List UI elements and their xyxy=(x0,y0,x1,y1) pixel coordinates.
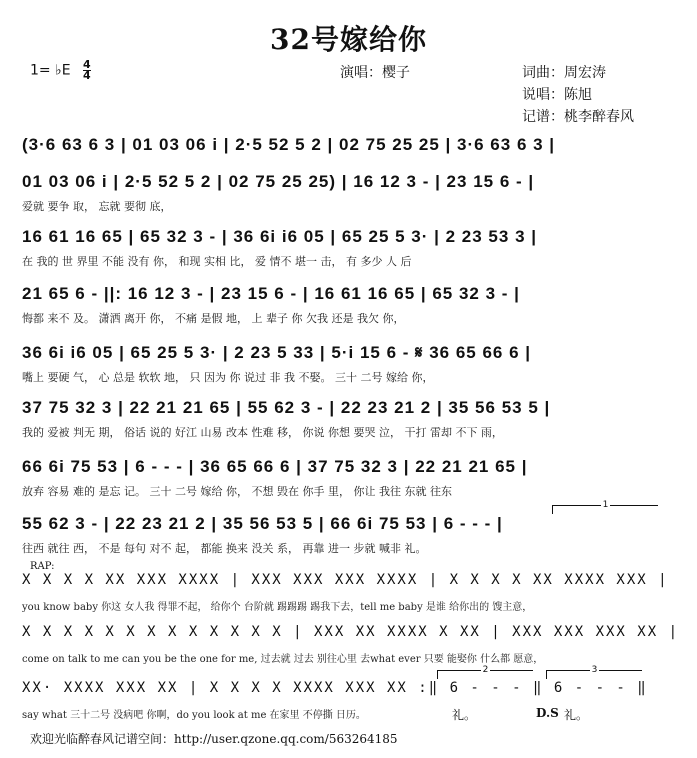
rhythm-notation: X X X X XX XXX XXXX | XXX XXX XXX XXXX | X X X X XX XXXX XXX | xyxy=(22,572,669,588)
notation: (3·6 63 6 3 | 01 03 06 i | 2·5 52 5 2 | 02 75 25 25 | 3·6 63 6 3 | xyxy=(22,135,556,154)
lyrics: 嘴上 要硬 气， 心 总是 软软 地， 只 因为 你 说过 非 我 不娶。 三十 二号 嫁给 你， xyxy=(22,371,434,384)
key-signature xyxy=(30,60,91,81)
notation: 21 65 6 - ||: 16 12 3 - | 23 15 6 - | 16 61 16 65 | 65 32 3 - | xyxy=(22,284,520,303)
singer-credit: 演唱：樱子 xyxy=(340,65,410,81)
rap-row-1 xyxy=(22,572,667,616)
key-label: 1= ♭E xyxy=(30,62,71,79)
rhythm-notation: XX· XXXX XXX XX | X X X X XXXX XXX XX :‖ 6 - - - ‖ 6 - - - ‖ xyxy=(22,680,648,696)
notation: 37 75 32 3 | 22 21 21 65 | 55 62 3 - | 22 23 21 2 | 35 56 53 5 | xyxy=(22,398,551,417)
notation: 16 61 16 65 | 65 32 3 - | 36 6i i6 05 | 65 25 5 3· | 2 23 53 3 | xyxy=(22,227,537,246)
rapper-credit: 说唱：陈旭 xyxy=(522,87,592,103)
ending-2-lyric: 礼。 xyxy=(452,708,477,722)
transcriber-credit: 记谱：桃李醉春风 xyxy=(522,109,634,125)
score-row-8 xyxy=(22,514,667,558)
rap-row-2 xyxy=(22,624,680,668)
volta-2: 2 xyxy=(437,670,533,679)
score-row-2 xyxy=(22,172,667,216)
song-title: 32号嫁给你 xyxy=(270,23,427,56)
notation: 36 6i i6 05 | 65 25 5 3· | 2 23 5 33 | 5·i 15 6 - 𝄋 36 65 66 6 | xyxy=(22,343,532,362)
dal-segno-marking: D.S xyxy=(536,706,559,720)
lyrics: 在 我的 世 界里 不能 没有 你， 和现 实相 比， 爱 情不 堪一 击， 有 多少 人 后 xyxy=(22,255,412,268)
score-row-6 xyxy=(22,398,667,442)
notation: 01 03 06 i | 2·5 52 5 2 | 02 75 25 25) | 16 12 3 - | 23 15 6 - | xyxy=(22,172,535,191)
lyrics: 往西 就往 西， 不是 每句 对不 起， 都能 换来 没关 系， 再靠 进一 步就 喊非 礼。 xyxy=(22,542,427,555)
lyrics: 放弃 容易 难的 是忘 记。 三十 二号 嫁给 你， 不想 毁在 你手 里， 你让 我往 东就 往东 xyxy=(22,485,452,498)
score-row-7 xyxy=(22,457,667,501)
footer-credit: 欢迎光临醉春风记谱空间：http://user.qzone.qq.com/563264185 xyxy=(30,732,398,746)
score-row-5 xyxy=(22,343,667,387)
lyrics: 悔都 来不 及。 潇洒 离开 你， 不痛 是假 地， 上 辈子 你 欠我 还是 我欠 你， xyxy=(22,312,405,325)
rap-label: RAP: xyxy=(30,561,55,572)
composer-credit: 词曲：周宏涛 xyxy=(522,65,606,81)
rhythm-notation: X X X X X X X X X X X X X | XXX XX XXXX X XX | XXX XXX XXX XX | xyxy=(22,624,680,640)
ending-3-lyric: 礼。 xyxy=(564,708,589,722)
lyrics: 我的 爱被 判无 期， 俗话 说的 好江 山易 改本 性难 移， 你说 你想 要哭 泣， 干打 雷却 不下 雨， xyxy=(22,426,503,439)
notation: 66 6i 75 53 | 6 - - - | 36 65 66 6 | 37 75 32 3 | 22 21 21 65 | xyxy=(22,457,528,476)
score-row-3 xyxy=(22,227,667,271)
volta-1: 1 xyxy=(552,505,658,514)
rap-lyrics: come on talk to me can you be the one for me, 过去就 过去 别往心里 去what ever 只要 能娶你 什么都 愿意， xyxy=(22,654,544,665)
volta-3: 3 xyxy=(546,670,642,679)
time-signature: $\frac{4}{4}$ xyxy=(83,58,91,82)
lyrics: 爱就 要争 取， 忘就 要彻 底， xyxy=(22,200,172,213)
rap-lyrics: say what 三十二号 没病吧 你啊，do you look at me 在家里 不停撕 日历。 xyxy=(22,710,366,721)
notation: 55 62 3 - | 22 23 21 2 | 35 56 53 5 | 66 6i 75 53 | 6 - - - | xyxy=(22,514,503,533)
rap-lyrics: you know baby 你这 女人我 得罪不起， 给你个 台阶就 踢踢踢 踢我下去，tell me baby 是谁 给你出的 馊主意， xyxy=(22,602,533,613)
score-row-4 xyxy=(22,284,667,328)
